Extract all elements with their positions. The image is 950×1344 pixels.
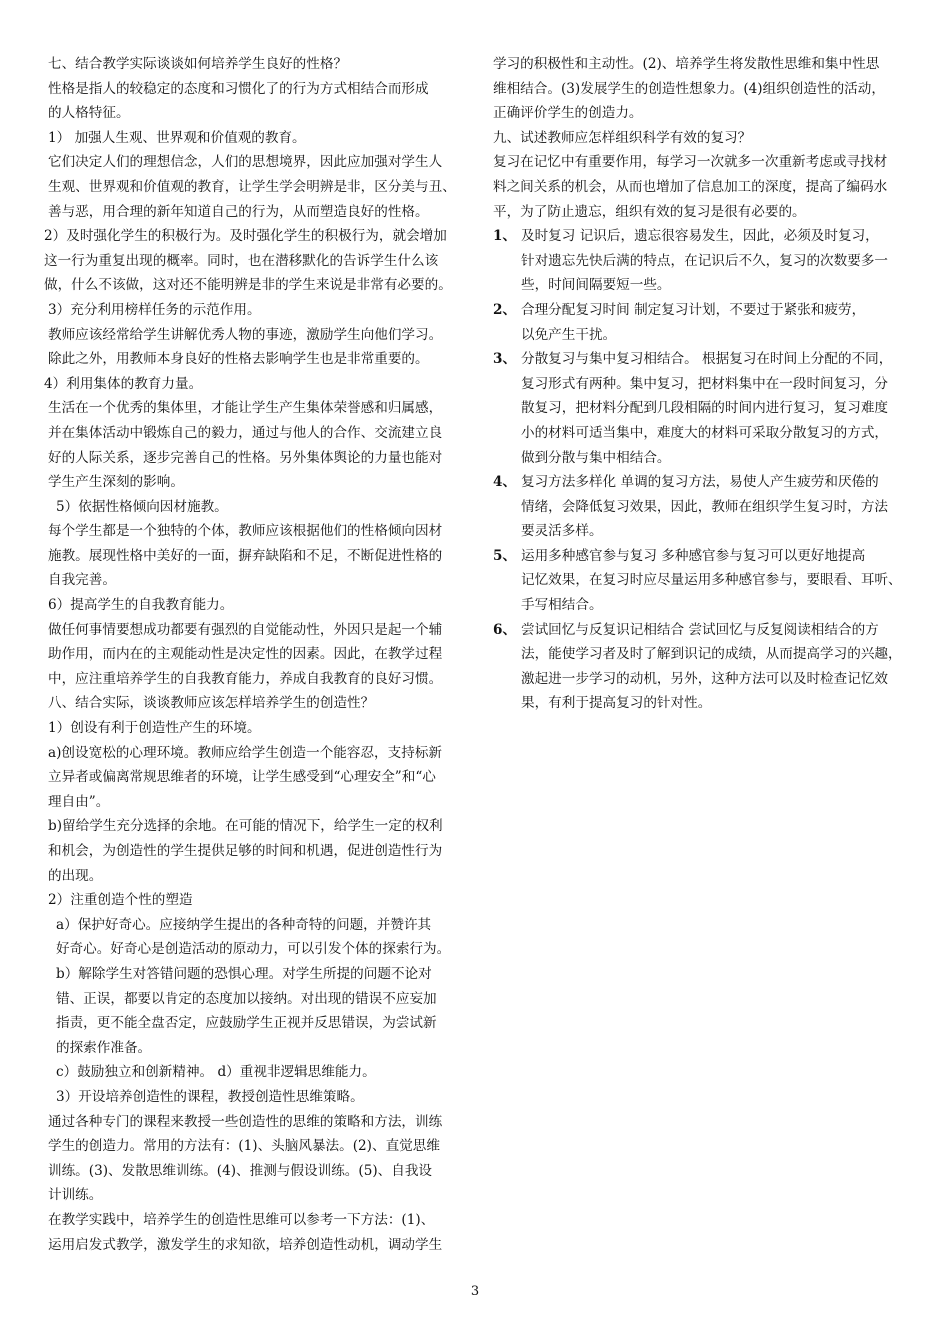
text-line: 学生产生深刻的影响。	[48, 474, 184, 491]
text-line: 复习形式有两种。集中复习，把材料集中在一段时间复习，分	[521, 375, 889, 392]
text-line: 立异者或偏离常规思维者的环境，让学生感受到“心理安全”和“心	[48, 769, 436, 786]
list-item-body	[521, 347, 908, 470]
text-line: 在教学实践中，培养学生的创造性思维可以参考一下方法：(1)、	[48, 1211, 435, 1228]
text-line: 它们决定人们的理想信念，人们的思想境界，因此应加强对学生人	[48, 154, 443, 171]
text-line: 正确评价学生的创造力。	[493, 105, 643, 122]
text-line: 5）依据性格倾向因材施教。	[56, 498, 228, 515]
text-line: 3）充分利用榜样任务的示范作用。	[48, 301, 261, 318]
text-line: 记忆效果，在复习时应尽量运用多种感官参与，要眼看、耳听、	[521, 572, 902, 589]
text-line: 平，为了防止遗忘，组织有效的复习是很有必要的。	[493, 203, 806, 220]
text-line: 指责，更不能全盘否定，应鼓励学生正视并反思错误，为尝试新	[56, 1015, 437, 1032]
text-line: c）鼓励独立和创新精神。 d）重视非逻辑思维能力。	[56, 1064, 376, 1081]
text-line: 并在集体活动中锻炼自己的毅力，通过与他人的合作、交流建立良	[48, 424, 443, 441]
text-line: 情绪，会降低复习效果，因此，教师在组织学生复习时，方法	[521, 498, 889, 515]
text-line: 的探索作准备。	[56, 1039, 152, 1056]
text-line: 好奇心。好奇心是创造活动的原动力，可以引发个体的探索行为。	[56, 941, 451, 958]
text-line: 七、结合教学实际谈谈如何培养学生良好的性格？	[48, 56, 348, 72]
text-line: 除此之外，用教师本身良好的性格去影响学生也是非常重要的。	[48, 351, 429, 368]
text-line: 生活在一个优秀的集体里，才能让学生产生集体荣誉感和归属感，	[48, 400, 443, 417]
text-line: b）解除学生对答错问题的恐惧心理。对学生所提的问题不论对	[56, 965, 432, 982]
list-item	[493, 224, 908, 298]
text-line: 计训练。	[48, 1187, 103, 1204]
text-line: 复习在记忆中有重要作用，每学习一次就多一次重新考虑或寻找材	[493, 154, 888, 171]
text-line: 2）注重创造个性的塑造	[48, 892, 193, 909]
text-line: 果，有利于提高复习的针对性。	[521, 695, 712, 712]
text-line: 的出现。	[48, 867, 103, 884]
text-line: 好的人际关系，逐步完善自己的性格。另外集体舆论的力量也能对	[48, 449, 443, 466]
text-line: 教师应该经常给学生讲解优秀人物的事迹，激励学生向他们学习。	[48, 326, 443, 343]
list-item-body	[521, 470, 908, 544]
text-line: 每个学生都是一个独特的个体，教师应该根据他们的性格倾向因材	[48, 523, 443, 540]
list-item-body	[521, 618, 908, 716]
list-item-body	[521, 544, 908, 618]
text-line: 学习的积极性和主动性。(2)、培养学生将发散性思维和集中性思	[493, 56, 880, 72]
list-item-body	[521, 298, 908, 347]
list-item	[493, 544, 908, 618]
text-line: 的人格特征。	[48, 105, 130, 122]
text-line: 6）提高学生的自我教育能力。	[48, 597, 234, 614]
text-line: 些，时间间隔要短一些。	[521, 277, 671, 294]
text-line: 分散复习与集中复习相结合。 根据复习在时间上分配的不同，	[521, 351, 893, 368]
text-line: 4）利用集体的教育力量。	[44, 375, 203, 392]
text-line: 复习方法多样化 单调的复习方法，易使人产生疲劳和厌倦的	[521, 474, 879, 491]
list-item	[493, 347, 908, 470]
text-line: 要灵活多样。	[521, 523, 603, 540]
text-line: b)留给学生充分选择的余地。在可能的情况下，给学生一定的权利	[48, 818, 443, 835]
text-line: 通过各种专门的课程来教授一些创造性的思维的策略和方法，训练	[48, 1113, 443, 1130]
list-item	[493, 470, 908, 544]
list-item	[493, 298, 908, 347]
text-line: 做，什么不该做，这对还不能明辨是非的学生来说是非常有必要的。	[44, 277, 452, 294]
list-item-body	[521, 224, 908, 298]
text-line: 做到分散与集中相结合。	[521, 449, 671, 466]
text-line: 以免产生干扰。	[521, 326, 617, 343]
text-line: 自我完善。	[48, 572, 116, 589]
text-line: 3）开设培养创造性的课程，教授创造性思维策略。	[56, 1088, 364, 1105]
text-line: 1）创设有利于创造性产生的环境。	[48, 720, 261, 737]
text-line: 运用多种感官参与复习 多种感官参与复习可以更好地提高	[521, 547, 866, 564]
text-line: 散复习，把材料分配到几段相隔的时间内进行复习，复习难度	[521, 400, 889, 417]
list-item-number: 4、	[493, 474, 517, 491]
text-line: 理自由”。	[48, 793, 110, 810]
review-methods-list	[493, 224, 908, 716]
list-item-number: 1、	[493, 228, 517, 245]
review-section-intro	[493, 52, 908, 224]
text-line: 合理分配复习时间 制定复习计划，不要过于紧张和疲劳，	[521, 301, 866, 318]
text-line: a)创设宽松的心理环境。教师应给学生创造一个能容忍，支持标新	[48, 744, 443, 761]
text-line: 八、结合实际，谈谈教师应该怎样培养学生的创造性？	[48, 695, 375, 712]
text-line: 维相结合。(3)发展学生的创造性想象力。(4)组织创造性的活动，	[493, 80, 885, 97]
right-column	[493, 52, 908, 716]
text-line: 尝试回忆与反复识记相结合 尝试回忆与反复阅读相结合的方	[521, 621, 879, 638]
text-line: 性格是指人的较稳定的态度和习惯化了的行为方式相结合而形成	[48, 80, 429, 97]
list-item-number: 5、	[493, 547, 517, 564]
text-line: 善与恶，用合理的新年知道自己的行为，从而塑造良好的性格。	[48, 203, 429, 220]
text-line: 2）及时强化学生的积极行为。及时强化学生的积极行为，就会增加	[44, 228, 447, 245]
text-line: 手写相结合。	[521, 597, 603, 614]
text-line: 中，应注重培养学生的自我教育能力，养成自我教育的良好习惯。	[48, 670, 443, 687]
text-line: a）保护好奇心。应接纳学生提出的各种奇特的问题，并赞许其	[56, 916, 432, 933]
text-line: 激起进一步学习的动机，另外，这种方法可以及时检查记忆效	[521, 670, 889, 687]
text-line: 九、试述教师应怎样组织科学有效的复习？	[493, 129, 752, 146]
text-line: 和机会，为创造性的学生提供足够的时间和机遇，促进创造性行为	[48, 843, 443, 859]
text-line: 1） 加强人生观、世界观和价值观的教育。	[48, 129, 306, 146]
text-line: 做任何事情要想成功都要有强烈的自觉能动性，外因只是起一个辅	[48, 621, 443, 638]
text-line: 这一行为重复出现的概率。同时，也在潜移默化的告诉学生什么该	[44, 252, 439, 269]
left-column	[44, 52, 462, 1257]
text-line: 针对遗忘先快后满的特点，在记识后不久，复习的次数要多一	[521, 252, 889, 269]
page-number: 3	[470, 1284, 480, 1299]
text-line: 及时复习 记识后，遗忘很容易发生，因此，必须及时复习，	[521, 228, 879, 245]
text-line: 助作用，而内在的主观能动性是决定性的因素。因此，在教学过程	[48, 646, 443, 663]
text-line: 错、正误，都要以肯定的态度加以接纳。对出现的错误不应妄加	[56, 990, 437, 1007]
text-line: 施教。展现性格中美好的一面，摒弃缺陷和不足，不断促进性格的	[48, 547, 443, 564]
list-item-number: 6、	[493, 621, 517, 638]
text-line: 训练。(3)、发散思维训练。(4)、推测与假设训练。(5)、自我设	[48, 1162, 433, 1179]
text-line: 运用启发式教学，激发学生的求知欲，培养创造性动机，调动学生	[48, 1236, 443, 1253]
text-line: 学生的创造力。常用的方法有：(1)、头脑风暴法。(2)、直觉思维	[48, 1138, 440, 1155]
text-line: 法，能使学习者及时了解到识记的成绩，从而提高学习的兴趣，	[521, 646, 902, 663]
text-line: 料之间关系的机会，从而也增加了信息加工的深度，提高了编码水	[493, 178, 888, 195]
text-line: 生观、世界观和价值观的教育，让学生学会明辨是非，区分美与丑、	[48, 178, 456, 195]
text-line: 小的材料可适当集中，难度大的材料可采取分散复习的方式，	[521, 424, 889, 441]
list-item-number: 2、	[493, 301, 517, 318]
list-item	[493, 618, 908, 716]
list-item-number: 3、	[493, 351, 517, 368]
